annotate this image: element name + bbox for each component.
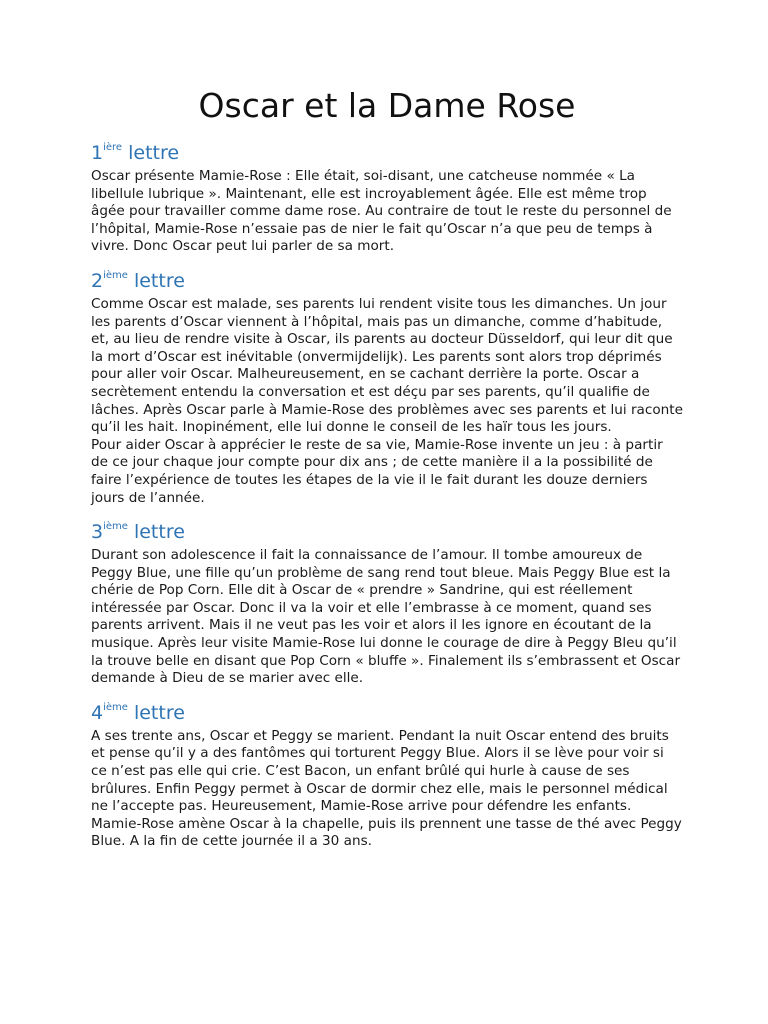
section-heading — [91, 268, 683, 294]
heading-word: lettre — [127, 521, 185, 544]
paragraph: A ses trente ans, Oscar et Peggy se marient. Pendant la nuit Oscar entend des bruits et pense qu’il y a des fantômes qui torturent Peggy Blue. Alors il se lève pour voir si ce n’est pas elle qui crie. C’est Bacon, un enfant brûlé qui hurle à cause de ses brûlures. Enfin Peggy permet à Oscar de dormir chez elle, mais le personnel médical ne l’accepte pas. Heureusement, Mamie-Rose arrive pour défendre les enfants. — [91, 727, 669, 815]
heading-number: 3 — [91, 521, 104, 544]
heading-word: lettre — [122, 142, 180, 164]
section-letter-3 — [91, 519, 683, 688]
paragraph: Durant son adolescence il fait la connaissance de l’amour. Il tombe amoureux de Peggy Blue, une fille qu’un problème de sang rend tout bleue. Mais Peggy Blue est la chérie de Pop Corn. Elle dit à Oscar de « prendre » Sandrine, qui est réellement intéressée par Oscar. Donc il va la voir et elle l’embrasse à ce moment, quand ses parents arrivent. Mais il ne veut pas les voir et alors il les ignore en écoutant de la musique. Après leur visite Mamie-Rose lui donne le courage de dire à Peggy Bleu qu’il la trouve belle en disant que Pop Corn « bluffe ». Finalement ils s’embrassent et Oscar demande à Dieu de se marier avec elle. — [91, 547, 681, 687]
heading-number: 2 — [91, 269, 104, 292]
heading-ordinal-suffix: ième — [103, 269, 128, 281]
heading-ordinal-suffix: ière — [103, 142, 123, 153]
section-heading — [91, 519, 683, 545]
document-page — [91, 84, 683, 863]
section-heading — [91, 140, 683, 166]
heading-number: 1 — [91, 142, 104, 164]
heading-ordinal-suffix: ième — [103, 701, 128, 713]
section-letter-4 — [91, 700, 683, 851]
heading-ordinal-suffix: ième — [103, 521, 128, 533]
document-title: Oscar et la Dame Rose — [198, 86, 576, 125]
heading-word: lettre — [127, 701, 185, 724]
heading-number: 4 — [91, 701, 104, 724]
paragraph: Mamie-Rose amène Oscar à la chapelle, puis ils prennent une tasse de thé avec Peggy Blue. A la fin de cette journée il a 30 ans. — [91, 815, 682, 850]
paragraph: Comme Oscar est malade, ses parents lui rendent visite tous les dimanches. Un jour les parents d’Oscar viennent à l’hôpital, mais pas un dimanche, comme d’habitude, et, au lieu de rendre visite à Oscar, ils parents au docteur Düsseldorf, qui leur dit que la mort d’Oscar est inévitable (onvermijdelijk). Les parents sont alors trop déprimés pour aller voir Oscar. Malheureusement, en se cachant derrière la porte. Oscar a secrètement entendu la conversation et est déçu par ses parents, qu’il qualifie de lâches. Après Oscar parle à Mamie-Rose des problèmes avec ses parents et lui raconte qu’il les hait. Inopinément, elle lui donne le conseil de les haïr tous les jours. — [91, 295, 683, 436]
heading-word: lettre — [127, 269, 185, 292]
paragraph: Oscar présente Mamie-Rose : Elle était, soi-disant, une catcheuse nommée « La libellule lubrique ». Maintenant, elle est incroyablement âgée. Elle est même trop âgée pour travailler comme dame rose. Au contraire de tout le reste du personnel de l’hôpital, Mamie-Rose n’essaie pas de nier le fait qu’Oscar n’a que peu de temps à vivre. Donc Oscar peut lui parler de sa mort. — [91, 168, 672, 255]
section-heading — [91, 700, 683, 726]
section-letter-2 — [91, 268, 683, 507]
paragraph: Pour aider Oscar à apprécier le reste de sa vie, Mamie-Rose invente un jeu : à partir de ce jour chaque jour compte pour dix ans ; de cette manière il a la possibilité de faire l’expérience de toutes les étapes de la vie il le fait durant les douze derniers jours de l’année. — [91, 436, 663, 506]
section-letter-1 — [91, 140, 683, 256]
